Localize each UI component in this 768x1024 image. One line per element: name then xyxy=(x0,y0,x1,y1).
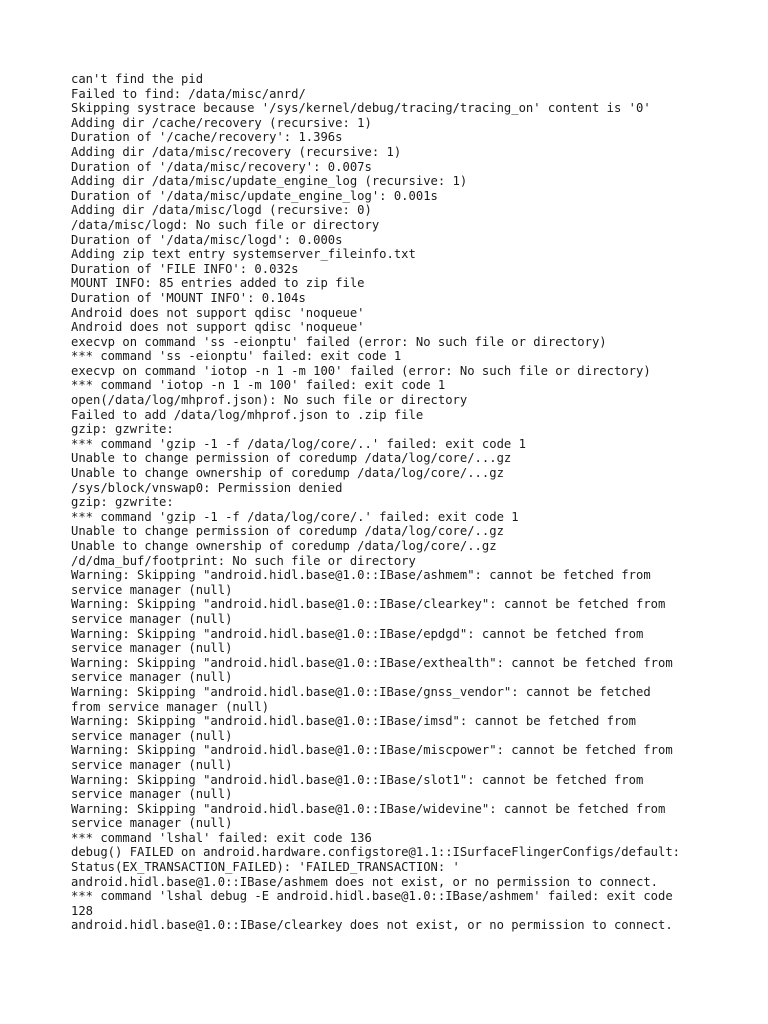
log-line: Warning: Skipping "android.hidl.base@1.0::IBase/widevine": cannot be fetched from xyxy=(71,801,666,816)
log-line: 128 xyxy=(71,903,94,918)
log-line: *** command 'gzip -1 -f /data/log/core/.' failed: exit code 1 xyxy=(71,509,519,524)
log-line: Unable to change permission of coredump /data/log/core/..gz xyxy=(71,524,504,539)
log-line: Unable to change ownership of coredump /data/log/core/...gz xyxy=(71,466,504,481)
log-line: from service manager (null) xyxy=(71,699,270,714)
log-line: android.hidl.base@1.0::IBase/ashmem does not exist, or no permission to connect. xyxy=(71,874,658,889)
log-line: service manager (null) xyxy=(71,728,233,743)
log-line: Adding dir /data/misc/logd (recursive: 0) xyxy=(71,203,372,218)
log-line: Adding dir /data/misc/recovery (recursive: 1) xyxy=(71,144,402,159)
log-line: Adding zip text entry systemserver_fileinfo.txt xyxy=(71,247,416,262)
log-line: Android does not support qdisc 'noqueue' xyxy=(71,305,365,320)
log-line: Duration of '/data/misc/logd': 0.000s xyxy=(71,232,343,247)
log-line: Adding dir /cache/recovery (recursive: 1) xyxy=(71,115,372,130)
log-line: service manager (null) xyxy=(71,757,233,772)
log-line: execvp on command 'ss -eionptu' failed (error: No such file or directory) xyxy=(71,334,607,349)
log-line: execvp on command 'iotop -n 1 -m 100' failed (error: No such file or directory) xyxy=(71,363,651,378)
log-line: *** command 'lshal' failed: exit code 136 xyxy=(71,830,372,845)
log-line: Adding dir /data/misc/update_engine_log (recursive: 1) xyxy=(71,174,468,189)
log-line: can't find the pid xyxy=(71,72,204,86)
log-line: Warning: Skipping "android.hidl.base@1.0::IBase/slot1": cannot be fetched from xyxy=(71,772,644,787)
log-line: android.hidl.base@1.0::IBase/clearkey does not exist, or no permission to connect. xyxy=(71,918,673,933)
log-line: *** command 'lshal debug -E android.hidl.base@1.0::IBase/ashmem' failed: exit code xyxy=(71,889,673,904)
log-line: service manager (null) xyxy=(71,787,233,802)
log-line: *** command 'ss -eionptu' failed: exit code 1 xyxy=(71,349,402,364)
log-line: /d/dma_buf/footprint: No such file or directory xyxy=(71,553,416,568)
log-line: service manager (null) xyxy=(71,611,233,626)
log-line: /sys/block/vnswap0: Permission denied xyxy=(71,480,343,495)
log-line: gzip: gzwrite: xyxy=(71,495,174,510)
log-line: /data/misc/logd: No such file or directory xyxy=(71,217,380,232)
log-line: Duration of '/cache/recovery': 1.396s xyxy=(71,130,343,145)
log-line: Unable to change ownership of coredump /data/log/core/..gz xyxy=(71,539,497,553)
log-line: service manager (null) xyxy=(71,816,233,831)
log-line: service manager (null) xyxy=(71,641,233,656)
log-line: Warning: Skipping "android.hidl.base@1.0::IBase/epdgd": cannot be fetched from xyxy=(71,626,644,641)
log-line: gzip: gzwrite: xyxy=(71,422,174,437)
log-line: Warning: Skipping "android.hidl.base@1.0::IBase/miscpower": cannot be fetched from xyxy=(71,743,673,758)
log-line: Skipping systrace because '/sys/kernel/debug/tracing/tracing_on' content is '0' xyxy=(71,101,651,116)
log-line: *** command 'iotop -n 1 -m 100' failed: exit code 1 xyxy=(71,378,446,393)
log-line: open(/data/log/mhprof.json): No such file or directory xyxy=(71,393,468,408)
log-line: Duration of 'MOUNT INFO': 0.104s xyxy=(71,290,306,305)
log-line: debug() FAILED on android.hardware.configstore@1.1::ISurfaceFlingerConfigs/default: xyxy=(71,845,681,860)
log-line: service manager (null) xyxy=(71,582,233,597)
log-line: Unable to change permission of coredump /data/log/core/...gz xyxy=(71,451,512,466)
log-line: MOUNT INFO: 85 entries added to zip file xyxy=(71,276,365,291)
log-line: Failed to add /data/log/mhprof.json to .zip file xyxy=(71,407,424,422)
log-output xyxy=(71,72,711,933)
log-line: Warning: Skipping "android.hidl.base@1.0::IBase/ashmem": cannot be fetched from xyxy=(71,568,651,583)
log-line: Duration of '/data/misc/recovery': 0.007s xyxy=(71,159,372,174)
log-line: Warning: Skipping "android.hidl.base@1.0::IBase/imsd": cannot be fetched from xyxy=(71,714,636,729)
log-line: Duration of 'FILE INFO': 0.032s xyxy=(71,261,299,276)
log-line: Android does not support qdisc 'noqueue' xyxy=(71,320,365,335)
log-line: Duration of '/data/misc/update_engine_log': 0.001s xyxy=(71,188,438,203)
log-line: service manager (null) xyxy=(71,670,233,685)
log-line: Warning: Skipping "android.hidl.base@1.0::IBase/exthealth": cannot be fetched from xyxy=(71,655,673,670)
log-line: *** command 'gzip -1 -f /data/log/core/..' failed: exit code 1 xyxy=(71,436,526,451)
log-line: Warning: Skipping "android.hidl.base@1.0::IBase/gnss_vendor": cannot be fetched xyxy=(71,684,651,699)
log-line: Warning: Skipping "android.hidl.base@1.0::IBase/clearkey": cannot be fetched from xyxy=(71,597,666,612)
log-line: Failed to find: /data/misc/anrd/ xyxy=(71,86,306,101)
log-line: Status(EX_TRANSACTION_FAILED): 'FAILED_TRANSACTION: ' xyxy=(71,860,460,875)
